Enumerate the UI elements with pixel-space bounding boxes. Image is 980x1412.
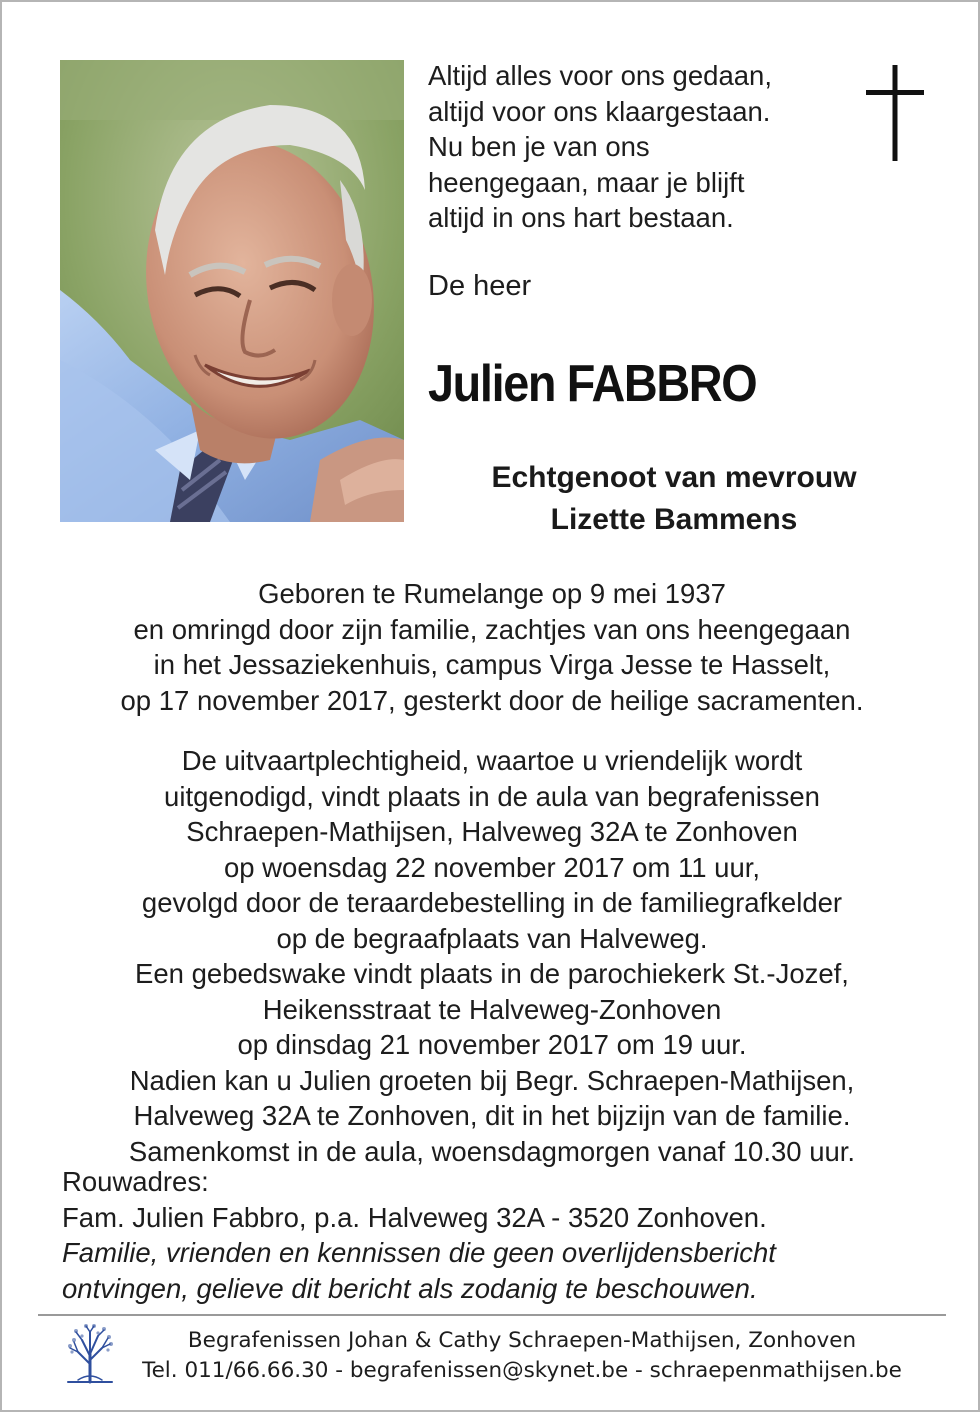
funeral-home-footer [122,1326,922,1386]
text-line: Samenkomst in de aula, woensdagmorgen vanaf 10.30 uur. [128,1135,856,1167]
funeral-paragraph [32,743,952,1169]
text-line: De uitvaartplechtigheid, waartoe u vriendelijk wordt [181,745,803,776]
notice-line: Familie, vrienden en kennissen die geen overlijdensbericht [62,1237,776,1268]
honorific: De heer [428,270,532,302]
funeral-home-contact: Tel. 011/66.66.30 - begrafenissen@skynet.be - schraepenmathijsen.be [142,1358,902,1383]
address-line: Fam. Julien Fabbro, p.a. Halveweg 32A - 3520 Zonhoven. [62,1201,767,1233]
portrait-photo [60,60,404,522]
text-line: Geboren te Rumelange op 9 mei 1937 [258,578,726,609]
spouse-line: Lizette Bammens [550,503,798,536]
text-line: op 17 november 2017, gesterkt door de heilige sacramenten. [120,684,864,716]
text-line: en omringd door zijn familie, zachtjes van ons heengegaan [133,613,851,645]
text-line: in het Jessaziekenhuis, campus Virga Jesse te Hasselt, [153,649,831,680]
text-line: Nadien kan u Julien groeten bij Begr. Schraepen-Mathijsen, [129,1064,855,1096]
text-line: op woensdag 22 november 2017 om 11 uur, [223,851,761,883]
spouse-line: Echtgenoot van mevrouw [491,461,857,494]
text-line: Schraepen-Mathijsen, Halveweg 32A te Zonhoven [186,816,798,847]
spouse-info [414,457,934,541]
text-line: op dinsdag 21 november 2017 om 19 uur. [237,1029,747,1060]
poem-line: altijd in ons hart bestaan. [428,202,734,233]
text-line: Halveweg 32A te Zonhoven, dit in het bijzijn van de familie. [133,1100,851,1131]
notice-line: ontvingen, gelieve dit bericht als zodanig te beschouwen. [62,1272,758,1304]
text-line: Een gebedswake vindt plaats in de parochiekerk St.-Jozef, [135,958,849,989]
text-line: gevolgd door de teraardebestelling in de familiegrafkelder [141,887,843,918]
text-line: uitgenodigd, vindt plaats in de aula van begrafenissen [164,780,820,812]
mourning-address [62,1164,776,1306]
poem-line: altijd voor ons klaargestaan. [428,95,771,127]
funeral-home-name: Begrafenissen Johan & Cathy Schraepen-Mathijsen, Zonhoven [187,1328,857,1353]
birth-death-paragraph [32,576,952,718]
footer-divider [38,1314,946,1316]
poem-line: Altijd alles voor ons gedaan, [428,60,772,91]
poem-line: Nu ben je van ons [428,131,650,162]
deceased-name: Julien FABBRO [428,355,757,413]
cross-icon [866,65,924,161]
address-label: Rouwadres: [62,1166,209,1197]
tree-icon [64,1324,116,1384]
poem [428,58,848,236]
text-line: Heikensstraat te Halveweg-Zonhoven [262,993,722,1025]
poem-line: heengegaan, maar je blijft [428,166,745,198]
text-line: op de begraafplaats van Halveweg. [276,922,708,954]
